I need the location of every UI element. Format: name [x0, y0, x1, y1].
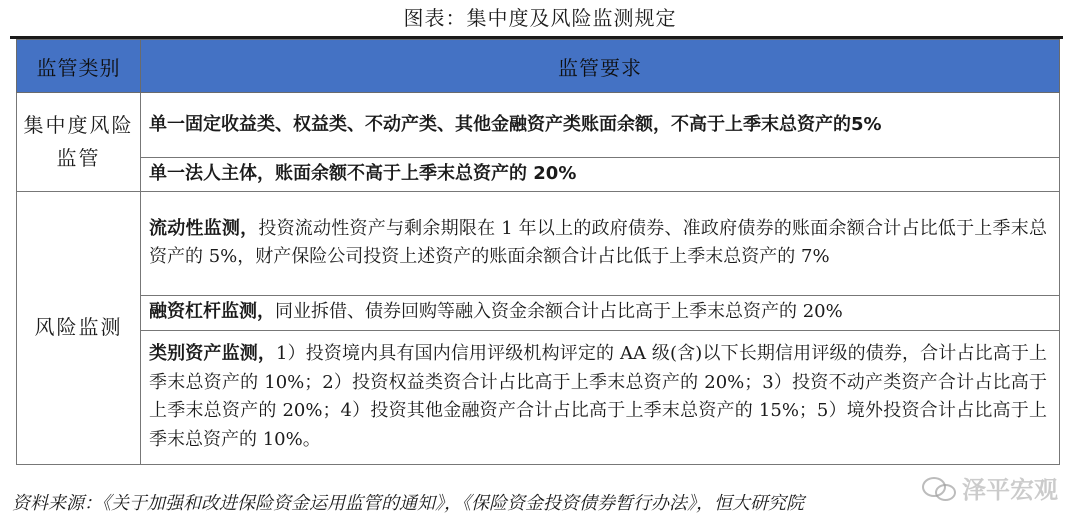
requirement-lead: 融资杠杆监测， [149, 301, 275, 323]
table-row [17, 93, 1060, 158]
requirement-text: 投资流动性资产与剩余期限在 1 年以上的政府债券、准政府债券的账面余额合计占比低于上季末总资产的 5%，财产保险公司投资上述资产的账面余额合计占比低于上季末总资产的 7% [149, 217, 1047, 267]
requirement-lead: 流动性监测， [149, 217, 259, 239]
requirement-cell [141, 295, 1060, 330]
regulation-table [16, 39, 1060, 465]
watermark-text: 泽平宏观 [962, 476, 1058, 504]
requirement-text: 1）投资境内具有国内信用评级机构评定的 AA 级(含)以下长期信用评级的债券，合计占比高于上季末总资产的 10%；2）投资权益类资合计占比高于上季末总资产的 20%；3）投资不动产类资产合计占比高于上季末总资产的 20%；4）投资其他金融资产合计占比高于上季末总资产的 15%；5）境外投资合计占比高于上季末总资产的 10%。 [149, 343, 1048, 450]
table-row [17, 295, 1060, 330]
requirement-cell [141, 93, 1060, 158]
requirement-lead: 类别资产监测， [149, 343, 276, 364]
watermark [922, 470, 1058, 505]
requirement-cell [141, 330, 1060, 464]
header-category: 监管类别 [17, 40, 141, 93]
table-row [17, 330, 1060, 464]
table-row [17, 191, 1060, 295]
category-risk-monitoring: 风险监测 [17, 191, 141, 464]
table-row [17, 158, 1060, 192]
requirement-text: 同业拆借、债券回购等融入资金余额合计占比高于上季末总资产的 20% [275, 301, 843, 323]
requirement-cell [141, 158, 1060, 192]
wechat-icon [922, 475, 956, 501]
requirement-cell [141, 191, 1060, 295]
table-header-row [17, 40, 1060, 93]
requirement-text: 单一固定收益类、权益类、不动产类、其他金融资产类账面余额，不高于上季末总资产的5% [149, 113, 882, 135]
requirement-text: 单一法人主体，账面余额不高于上季末总资产的 20% [149, 163, 577, 184]
header-requirement: 监管要求 [141, 40, 1060, 93]
source-note: 资料来源：《关于加强和改进保险资金运用监管的通知》，《保险资金投资债券暂行办法》，恒大研究院 [12, 493, 804, 514]
figure-caption: 图表：集中度及风险监测规定 [403, 6, 677, 30]
category-concentration: 集中度风险监管 [17, 93, 141, 192]
